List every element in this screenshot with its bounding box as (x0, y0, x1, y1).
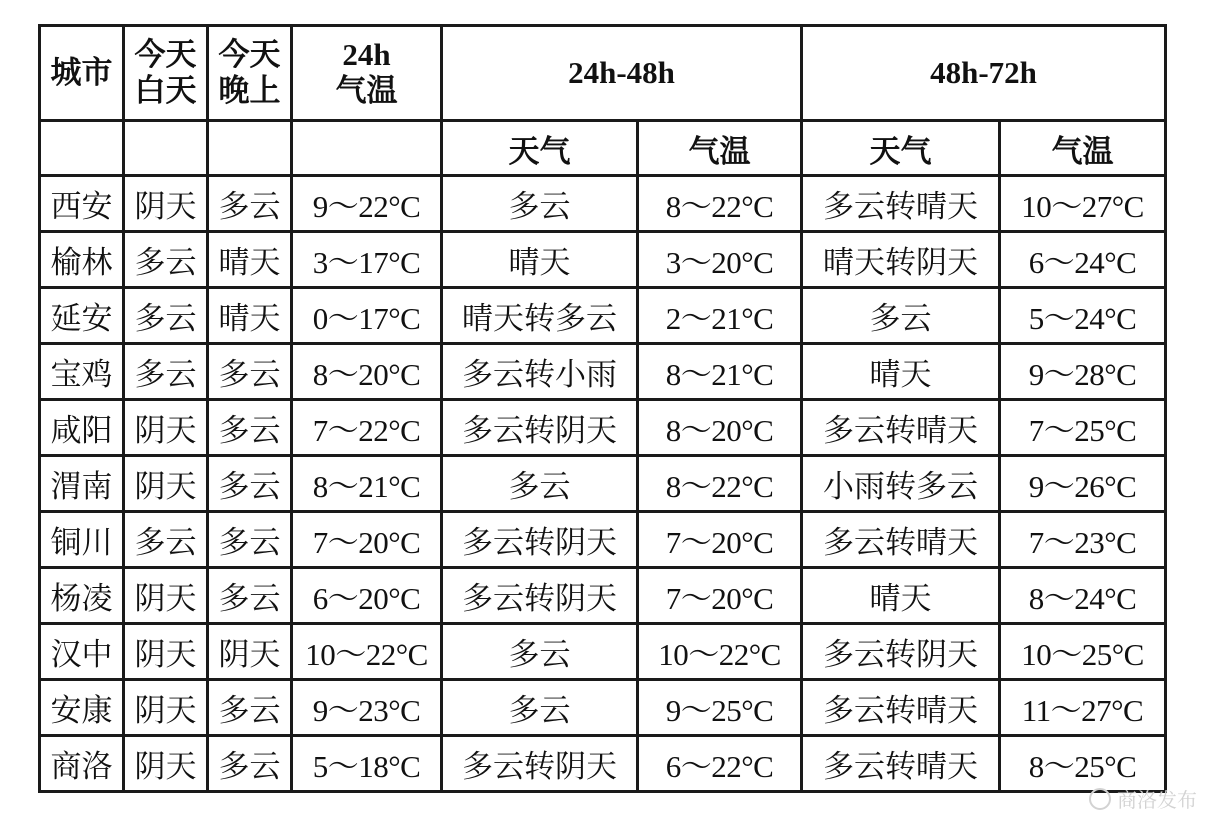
cell-city: 安康 (40, 680, 124, 736)
cell-today-day: 阴天 (124, 400, 208, 456)
cell-weather-48h: 多云转阴天 (442, 400, 638, 456)
cell-city: 商洛 (40, 736, 124, 792)
cell-weather-72h: 多云转晴天 (802, 400, 1000, 456)
cell-weather-72h: 晴天 (802, 568, 1000, 624)
cell-weather-48h: 多云转小雨 (442, 344, 638, 400)
cell-today-day: 阴天 (124, 568, 208, 624)
cell-temp-72h: 8～25°C (1000, 736, 1166, 792)
cell-temp-48h: 6～22°C (638, 736, 802, 792)
table-row (40, 568, 1166, 624)
cell-weather-48h: 多云转阴天 (442, 512, 638, 568)
cell-temp-48h: 10～22°C (638, 624, 802, 680)
cell-city: 汉中 (40, 624, 124, 680)
cell-temp-24h: 8～20°C (292, 344, 442, 400)
cell-today-night: 晴天 (208, 288, 292, 344)
cell-weather-72h: 多云转晴天 (802, 680, 1000, 736)
cell-today-night: 多云 (208, 736, 292, 792)
cell-temp-24h: 7～22°C (292, 400, 442, 456)
cell-city: 宝鸡 (40, 344, 124, 400)
table-row (40, 176, 1166, 232)
cell-temp-24h: 6～20°C (292, 568, 442, 624)
cell-temp-72h: 6～24°C (1000, 232, 1166, 288)
cell-temp-48h: 3～20°C (638, 232, 802, 288)
cell-today-night: 晴天 (208, 232, 292, 288)
cell-weather-72h: 多云转晴天 (802, 736, 1000, 792)
cell-temp-72h: 10～25°C (1000, 624, 1166, 680)
watermark-text: 商洛发布 (1117, 788, 1197, 812)
cell-weather-72h: 晴天转阴天 (802, 232, 1000, 288)
table-body (40, 176, 1166, 792)
cell-temp-24h: 3～17°C (292, 232, 442, 288)
cell-temp-72h: 7～25°C (1000, 400, 1166, 456)
cell-temp-48h: 9～25°C (638, 680, 802, 736)
cell-weather-48h: 晴天 (442, 232, 638, 288)
cell-temp-72h: 11～27°C (1000, 680, 1166, 736)
cell-today-night: 多云 (208, 680, 292, 736)
cell-city: 杨凌 (40, 568, 124, 624)
header-temp-24h: 24h 气温 (292, 26, 442, 121)
header-row-sub (40, 121, 1166, 176)
watermark-logo-icon (1089, 788, 1111, 810)
cell-today-night: 阴天 (208, 624, 292, 680)
header-blank (208, 121, 292, 176)
cell-today-day: 阴天 (124, 736, 208, 792)
cell-weather-48h: 多云 (442, 680, 638, 736)
cell-temp-72h: 9～28°C (1000, 344, 1166, 400)
cell-today-night: 多云 (208, 176, 292, 232)
cell-temp-24h: 5～18°C (292, 736, 442, 792)
table-row (40, 344, 1166, 400)
cell-temp-48h: 8～20°C (638, 400, 802, 456)
cell-today-night: 多云 (208, 512, 292, 568)
cell-today-day: 多云 (124, 288, 208, 344)
cell-weather-48h: 多云转阴天 (442, 568, 638, 624)
cell-temp-48h: 2～21°C (638, 288, 802, 344)
cell-today-day: 多云 (124, 232, 208, 288)
table-row (40, 624, 1166, 680)
cell-weather-72h: 晴天 (802, 344, 1000, 400)
cell-temp-24h: 0～17°C (292, 288, 442, 344)
cell-weather-48h: 晴天转多云 (442, 288, 638, 344)
cell-temp-72h: 5～24°C (1000, 288, 1166, 344)
header-blank (292, 121, 442, 176)
table-row (40, 288, 1166, 344)
cell-weather-72h: 多云转晴天 (802, 512, 1000, 568)
cell-city: 铜川 (40, 512, 124, 568)
cell-temp-48h: 8～22°C (638, 176, 802, 232)
cell-weather-72h: 小雨转多云 (802, 456, 1000, 512)
table-row (40, 680, 1166, 736)
cell-today-day: 阴天 (124, 624, 208, 680)
cell-temp-48h: 7～20°C (638, 568, 802, 624)
cell-temp-24h: 9～23°C (292, 680, 442, 736)
cell-city: 延安 (40, 288, 124, 344)
cell-today-night: 多云 (208, 400, 292, 456)
header-row-top (40, 26, 1166, 121)
header-temp-48h: 气温 (638, 121, 802, 176)
header-today-night: 今天 晚上 (208, 26, 292, 121)
table-row (40, 232, 1166, 288)
cell-temp-24h: 10～22°C (292, 624, 442, 680)
cell-today-night: 多云 (208, 456, 292, 512)
table-row (40, 512, 1166, 568)
cell-city: 渭南 (40, 456, 124, 512)
header-weather-72h: 天气 (802, 121, 1000, 176)
cell-temp-48h: 8～21°C (638, 344, 802, 400)
header-today-day: 今天 白天 (124, 26, 208, 121)
weather-forecast-table (38, 24, 1167, 793)
header-blank (40, 121, 124, 176)
cell-temp-48h: 8～22°C (638, 456, 802, 512)
cell-today-day: 阴天 (124, 456, 208, 512)
cell-today-night: 多云 (208, 568, 292, 624)
table-row (40, 736, 1166, 792)
cell-weather-72h: 多云转晴天 (802, 176, 1000, 232)
header-city: 城市 (40, 26, 124, 121)
header-weather-48h: 天气 (442, 121, 638, 176)
watermark (1089, 784, 1197, 813)
cell-temp-48h: 7～20°C (638, 512, 802, 568)
header-blank (124, 121, 208, 176)
table-row (40, 456, 1166, 512)
cell-temp-72h: 9～26°C (1000, 456, 1166, 512)
header-group-24-48h: 24h-48h (442, 26, 802, 121)
cell-weather-72h: 多云 (802, 288, 1000, 344)
cell-weather-72h: 多云转阴天 (802, 624, 1000, 680)
cell-weather-48h: 多云 (442, 176, 638, 232)
header-group-48-72h: 48h-72h (802, 26, 1166, 121)
cell-temp-72h: 8～24°C (1000, 568, 1166, 624)
cell-weather-48h: 多云 (442, 624, 638, 680)
cell-temp-24h: 8～21°C (292, 456, 442, 512)
table-row (40, 400, 1166, 456)
cell-today-day: 多云 (124, 512, 208, 568)
cell-today-night: 多云 (208, 344, 292, 400)
cell-today-day: 阴天 (124, 176, 208, 232)
cell-weather-48h: 多云转阴天 (442, 736, 638, 792)
cell-temp-72h: 10～27°C (1000, 176, 1166, 232)
cell-city: 咸阳 (40, 400, 124, 456)
cell-today-day: 多云 (124, 344, 208, 400)
cell-today-day: 阴天 (124, 680, 208, 736)
cell-temp-24h: 7～20°C (292, 512, 442, 568)
cell-city: 榆林 (40, 232, 124, 288)
cell-temp-24h: 9～22°C (292, 176, 442, 232)
cell-weather-48h: 多云 (442, 456, 638, 512)
cell-temp-72h: 7～23°C (1000, 512, 1166, 568)
cell-city: 西安 (40, 176, 124, 232)
header-temp-72h: 气温 (1000, 121, 1166, 176)
